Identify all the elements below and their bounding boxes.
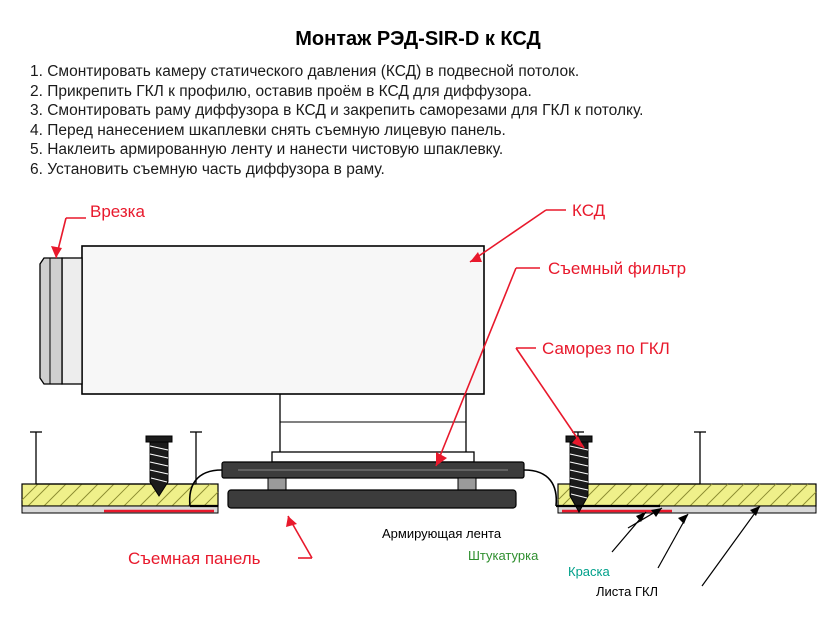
list-item: 3. Смонтировать раму диффузора в КСД и закрепить саморезами для ГКЛ к потолку.: [30, 102, 644, 120]
list-item: 4. Перед нанесением шкаплевки снять съемную лицевую панель.: [30, 121, 506, 139]
diffuser-neck: [272, 394, 474, 462]
leader-lines-black: [612, 506, 760, 586]
list-item: 2. Прикрепить ГКЛ к профилю, оставив проём в КСД для диффузора.: [30, 82, 532, 100]
ceiling-board-right: [558, 484, 816, 513]
leader-samorez: [516, 348, 584, 448]
label-gkl: Листа ГКЛ: [596, 584, 659, 599]
removable-face-panel: [228, 490, 516, 508]
label-lenta: Армирующая лента: [382, 526, 502, 541]
ksd-body: [82, 246, 484, 394]
ksd-plenum-box: [40, 246, 484, 394]
gkl-board-left: [22, 484, 218, 506]
screw-right-body: [570, 440, 588, 512]
label-shtukaturka: Штукатурка: [468, 548, 539, 563]
ksd-side-flange: [62, 258, 82, 384]
arrow-panel: [286, 516, 297, 527]
list-item: 1. Смонтировать камеру статического давления (КСД) в подвесной потолок.: [30, 63, 580, 80]
spigot-collar: [40, 258, 62, 384]
leader-ksd: [470, 210, 546, 262]
label-ksd: КСД: [572, 201, 606, 220]
arrow-vrezka: [51, 246, 62, 258]
list-item: 5. Наклеить армированную ленту и нанести чистовую шпаклевку.: [30, 141, 504, 159]
list-item: 6. Установить съемную часть диффузора в раму.: [30, 160, 385, 178]
ceiling-board-left: [22, 484, 218, 513]
label-filter: Съемный фильтр: [548, 259, 687, 278]
leader-gkl: [702, 506, 760, 586]
flex-flange-right: [524, 470, 556, 506]
label-samorez: Саморез по ГКЛ: [542, 339, 670, 358]
page-title: Монтаж РЭД-SIR-D к КСД: [295, 28, 541, 50]
label-kraska: Краска: [568, 564, 610, 579]
arrow-kraska: [678, 514, 688, 524]
diffuser-frame: [190, 462, 557, 508]
screw-left-head: [146, 436, 172, 442]
label-panel: Съемная панель: [128, 549, 261, 568]
label-vrezka: Врезка: [90, 202, 145, 221]
